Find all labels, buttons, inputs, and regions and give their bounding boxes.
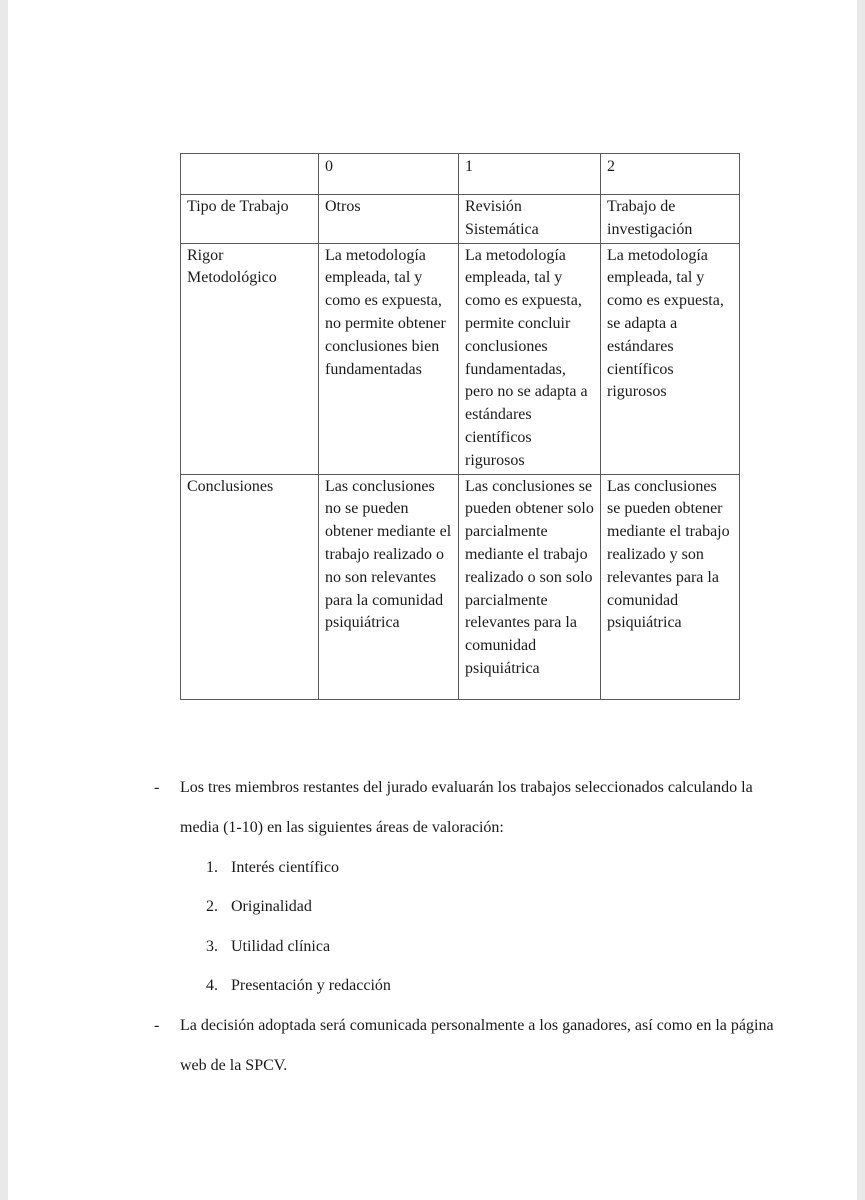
header-cell-score-0: 0 xyxy=(319,154,459,195)
row-label: Tipo de Trabajo xyxy=(181,195,319,244)
header-cell xyxy=(181,154,319,195)
table-cell: Las conclusiones no se pueden obtener mediante el trabajo realizado o no son relevantes para la comunidad psiquiátrica xyxy=(319,474,459,699)
header-cell-score-1: 1 xyxy=(459,154,601,195)
list-label: Presentación y redacción xyxy=(231,977,391,994)
evaluation-rubric-table xyxy=(180,153,740,700)
list-number: 4. xyxy=(206,977,218,994)
table-row xyxy=(181,195,740,244)
table-cell: La metodología empleada, tal y como es expuesta, no permite obtener conclusiones bien fundamentadas xyxy=(319,243,459,474)
table-header-row xyxy=(181,154,740,195)
table-cell: Otros xyxy=(319,195,459,244)
list-label: Utilidad clínica xyxy=(231,938,331,955)
document-page xyxy=(8,0,857,1200)
header-cell-score-2: 2 xyxy=(601,154,740,195)
row-label: Conclusiones xyxy=(181,474,319,699)
table-row xyxy=(181,243,740,474)
table-cell: Trabajo de investigación xyxy=(601,195,740,244)
bullet-text: Los tres miembros restantes del jurado evaluarán los trabajos seleccionados calculando la media (1-10) en las siguientes áreas de valoración: xyxy=(180,779,753,836)
table-row xyxy=(181,474,740,699)
list-number: 3. xyxy=(206,938,218,955)
row-label: Rigor Metodológico xyxy=(181,243,319,474)
table-cell: Las conclusiones se pueden obtener mediante el trabajo realizado y son relevantes para la comunidad psiquiátrica xyxy=(601,474,740,699)
bullet-marker: - xyxy=(154,779,160,796)
bullet-marker: - xyxy=(154,1017,160,1034)
table-cell: Revisión Sistemática xyxy=(459,195,601,244)
table-cell: La metodología empleada, tal y como es expuesta, permite concluir conclusiones fundamentadas, pero no se adapta a estándares científicos rigurosos xyxy=(459,243,601,474)
list-number: 2. xyxy=(206,898,218,915)
list-label: Interés científico xyxy=(231,859,339,876)
list-label: Originalidad xyxy=(231,898,312,915)
table-cell: La metodología empleada, tal y como es expuesta, se adapta a estándares científicos rigurosos xyxy=(601,243,740,474)
list-number: 1. xyxy=(206,859,218,876)
table-cell: Las conclusiones se pueden obtener solo parcialmente mediante el trabajo realizado o son solo parcialmente relevantes para la comunidad psiquiátrica xyxy=(459,474,601,699)
bullet-text: La decisión adoptada será comunicada personalmente a los ganadores, así como en la página web de la SPCV. xyxy=(180,1017,774,1074)
